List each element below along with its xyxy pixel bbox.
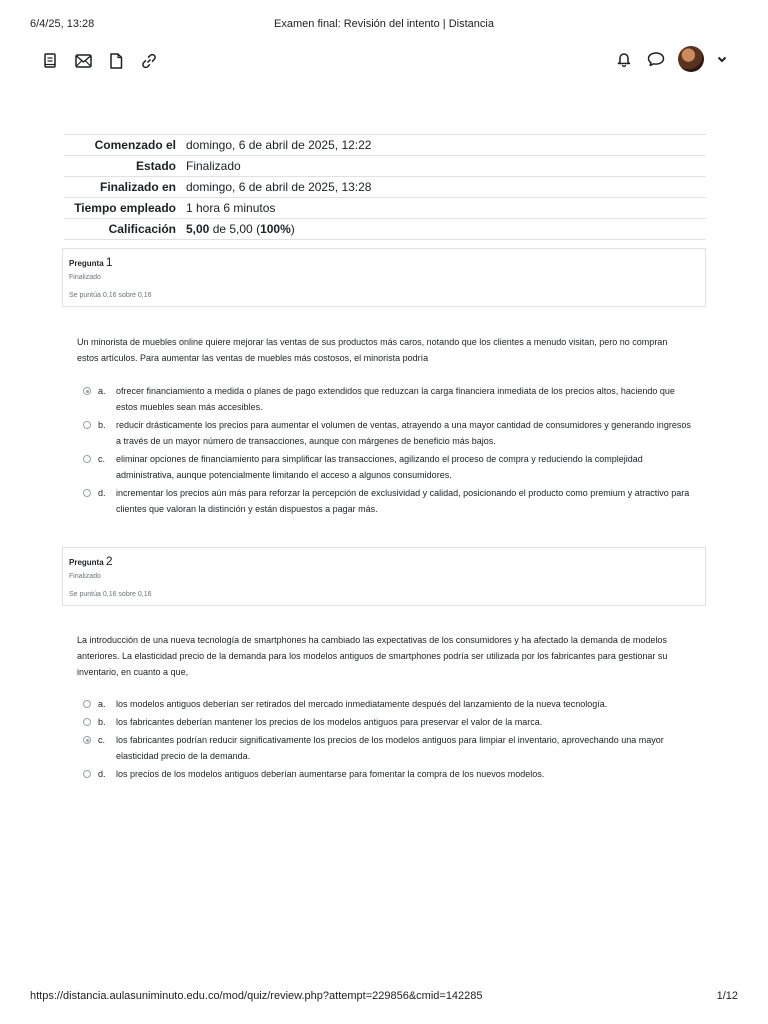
answer-option[interactable] [83,417,695,449]
print-footer [30,990,738,1006]
summary-row [64,135,706,156]
summary-value: Finalizado [186,159,241,173]
summary-label: Tiempo empleado [74,201,176,215]
radio-button[interactable] [83,387,91,395]
question-number [69,255,113,269]
answer-option[interactable] [83,383,695,415]
book-icon[interactable] [40,50,60,72]
answer-letter: d. [98,769,106,779]
summary-label: Estado [135,159,176,173]
answer-letter: b. [98,420,106,430]
question-text: Un minorista de muebles online quiere mejorar las ventas de sus productos más caros, notando que los clientes a menudo visitan, pero no compran estos artículos. Para aumentar las ventas de muebles más costosos, el minorista podría [77,337,668,363]
answer-letter: b. [98,717,106,727]
answer-letter: a. [98,699,106,709]
print-header [30,18,738,34]
question-prefix: Pregunta [69,558,104,567]
question-info-box [62,248,706,307]
print-page-number: 1/12 [716,990,738,1002]
answer-option[interactable] [83,451,695,483]
answer-letter: d. [98,488,106,498]
radio-button[interactable] [83,770,91,778]
print-title: Examen final: Revisión del intento | Distancia [274,18,494,30]
summary-row-grade [64,219,706,240]
chevron-down-icon[interactable] [716,53,728,65]
summary-label: Finalizado en [99,180,176,194]
answer-text: incrementar los precios aún más para reforzar la percepción de exclusividad y calidad, posicionando el producto como premium y atractivo para clientes que valoran la distinción y están dispuestos a pagar más. [116,488,690,514]
answer-letter: a. [98,386,106,396]
grade-close: ) [290,222,295,236]
answer-text: eliminar opciones de financiamiento para simplificar las transacciones, agilizando el proceso de compra y reduciendo la complejidad administrativa, aunque potencialmente limitando el acceso a algunos consumidores. [116,454,643,480]
grade-score: 5,00 [186,222,210,236]
question-number [69,554,113,568]
summary-row [64,198,706,219]
summary-row [64,156,706,177]
answer-list [83,383,695,519]
summary-row [64,177,706,198]
question-grade: Se puntúa 0,16 sobre 0,16 [69,591,152,598]
question-info-box [62,547,706,606]
answer-text: ofrecer financiamiento a medida o planes de pago extendidos que reduzcan la carga financiera inmediata de los precios altos, haciendo que estos muebles sean más accesibles. [116,386,675,412]
answer-text: reducir drásticamente los precios para aumentar el volumen de ventas, atrayendo a una mayor cantidad de consumidores y generando ingresos a través de un mayor número de transacciones, aunque con márgenes de beneficio más bajos. [116,420,691,446]
summary-value: 1 hora 6 minutos [186,201,276,215]
summary-grade-value [182,219,706,240]
question-state: Finalizado [69,274,101,281]
question-prefix: Pregunta [69,259,104,268]
question-number-value: 2 [105,554,113,568]
print-datetime: 6/4/25, 13:28 [30,18,95,30]
question-text: La introducción de una nueva tecnología de smartphones ha cambiado las expectativas de los consumidores y ha afectado la demanda de modelos anteriores. La elasticidad precio de la demanda para los modelos antiguos de smartphones podría ser utilizada por los fabricantes para gestionar su inventario, en cuanto a que, [77,635,668,677]
link-icon[interactable] [139,50,159,72]
question-state: Finalizado [69,573,101,580]
answer-option[interactable] [83,696,695,712]
answer-text: los fabricantes podrían reducir significativamente los precios de los modelos antiguos para limpiar el inventario, aprovechando una mayor elasticidad precio de la demanda. [116,735,664,761]
file-icon[interactable] [106,50,126,72]
attempt-summary-table [64,134,706,240]
avatar[interactable] [678,46,704,72]
navbar [40,46,728,76]
radio-button[interactable] [83,700,91,708]
answer-option[interactable] [83,732,695,764]
grade-percent: 100% [260,222,291,236]
answer-list [83,696,695,784]
answer-option[interactable] [83,485,695,517]
question-grade: Se puntúa 0,16 sobre 0,16 [69,292,152,299]
radio-button[interactable] [83,421,91,429]
nav-left-icons [40,50,159,72]
answer-letter: c. [98,454,106,464]
radio-button[interactable] [83,455,91,463]
answer-text: los modelos antiguos deberían ser retirados del mercado inmediatamente después del lanzamiento de la nueva tecnología. [116,699,608,709]
radio-button[interactable] [83,736,91,744]
print-url: https://distancia.aulasuniminuto.edu.co/mod/quiz/review.php?attempt=229856&cmid=142285 [30,990,483,1002]
answer-letter: c. [98,735,106,745]
mail-icon[interactable] [73,50,93,72]
question-number-value: 1 [105,255,113,269]
summary-value: domingo, 6 de abril de 2025, 13:28 [186,180,372,194]
summary-value: domingo, 6 de abril de 2025, 12:22 [186,138,372,152]
answer-option[interactable] [83,766,695,782]
nav-right-icons [614,46,728,72]
grade-rest: de 5,00 ( [209,222,261,236]
radio-button[interactable] [83,718,91,726]
chat-icon[interactable] [646,48,666,70]
radio-button[interactable] [83,489,91,497]
bell-icon[interactable] [614,48,634,70]
answer-text: los precios de los modelos antiguos deberían aumentarse para fomentar la compra de los nuevos modelos. [116,769,545,779]
summary-label: Comenzado el [94,138,176,152]
summary-label: Calificación [108,222,176,236]
answer-option[interactable] [83,714,695,730]
answer-text: los fabricantes deberían mantener los precios de los modelos antiguos para preservar el valor de la marca. [116,717,543,727]
